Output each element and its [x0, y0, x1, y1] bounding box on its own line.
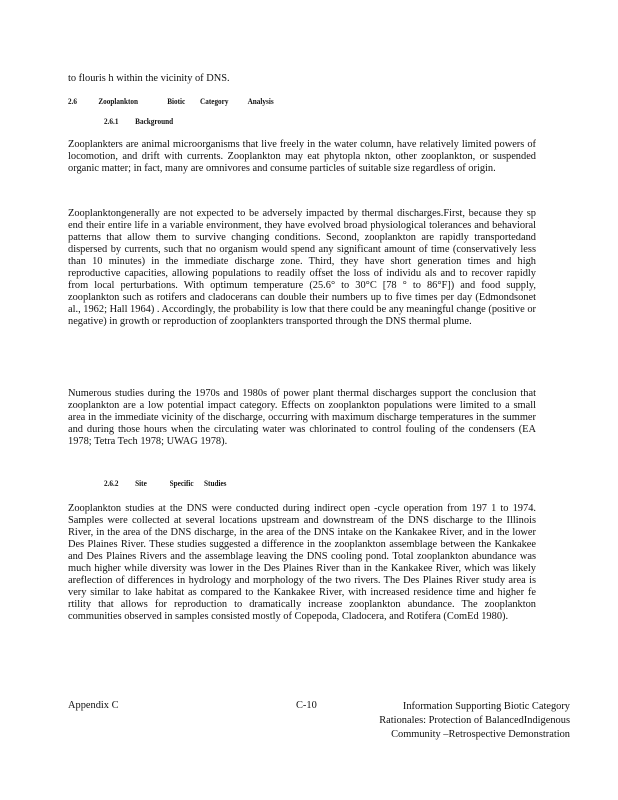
subsection-title-word: Studies: [204, 478, 227, 488]
subsection-number: 2.6.2: [104, 478, 119, 488]
paragraph-site-studies: Zooplankton studies at the DNS were conducted during indirect open -cycle operation from 197 1 to 1974. Samples were collected at several locations upstream and downstream of the DNS discharge to the Illinois River, in the area of the DNS discharge, in the area of the DNS intake on the Kankakee River, and in the lower Des Plaines River. These studies suggested a difference in the zooplankton assemblage between the Kankakee and Des Plaines Rivers and the assemblage leaving the DNS cooling pond. Total zooplankton abundance was much higher while diversity was lower in the Des Plaines River than in the Kankakee River, which was likely areflection of differences in hydrology and morphology of the two rivers. The Des Plaines River study area is very similar to lake habitat as compared to the Kankakee River, with increased residence time and higher fe rtility that allows for reproduction to dramatically increase zooplankton abundance. The zooplankton communities observed in samples consisted mostly of Copepoda, Cladocera, and Rotifera (ComEd 1980).: [68, 503, 536, 622]
section-title-word: Analysis: [247, 96, 274, 106]
subsection-heading-site-studies: [104, 478, 227, 488]
section-title-word: Biotic: [167, 96, 186, 106]
intro-line: to flouris h within the vicinity of DNS.: [68, 73, 230, 84]
subsection-title-word: Specific: [169, 478, 194, 488]
paragraph-zooplankters: Zooplankters are animal microorganisms that live freely in the water column, have relatively limited powers of locomotion, and drift with currents. Zooplankton may eat phytopla nkton, other zooplankton, or suspended organic matter; in fact, many are omnivores and consume particles of suitable size regardless of origin.: [68, 139, 536, 174]
subsection-title-word: Site: [135, 478, 147, 488]
subsection-title: Background: [135, 116, 174, 126]
paragraph-studies: Numerous studies during the 1970s and 1980s of power plant thermal discharges support the conclusion that zooplankton are a low potential impact category. Effects on zooplankton populations were limited to a small area in the immediate vicinity of the discharge, occurring with maximum discharge temperatures in the summer and during those hours when the circulating water was chlorinated to control fouling of the condensers (EA 1978; Tetra Tech 1978; UWAG 1978).: [68, 388, 536, 447]
subsection-heading-background: [104, 116, 173, 126]
subsection-number: 2.6.1: [104, 116, 119, 126]
section-title-word: Category: [200, 96, 229, 106]
section-title-word: Zooplankton: [98, 96, 139, 106]
footer-document-title: Information Supporting Biotic Category Rationales: Protection of BalancedIndigenous Community –Retrospective Demonstration: [379, 701, 570, 740]
footer-appendix: Appendix C: [68, 700, 119, 711]
section-number: 2.6: [68, 96, 78, 106]
section-heading: [68, 96, 274, 106]
footer-page-number: C-10: [296, 700, 317, 711]
paragraph-thermal-impact: Zooplanktongenerally are not expected to be adversely impacted by thermal discharges.First, because they sp end their entire life in a variable environment, they have evolved broad physiological tolerances and behavioral patterns that allow them to survive changing conditions. Second, zooplankton are rapidly transportedand dispersed by currents, such that no organism would spend any significant amount of time (conservatively less than 10 minutes) in the immediate discharge zone. Third, they have short generation times and high reproductive capacities, allowing populations to readily offset the loss of individu als and to recover rapidly from local perturbations. With optimum temperature (25.6° to 30°C [78 ° to 86°F]) and food supply, zooplankton such as rotifers and cladocerans can double their numbers up to five times per day (Edmondsonet al., 1962; Hall 1964) . Accordingly, the probability is low that there could be any meaningful change (positive or negative) in growth or reproduction of zooplankters transported through the DNS thermal plume.: [68, 208, 536, 327]
